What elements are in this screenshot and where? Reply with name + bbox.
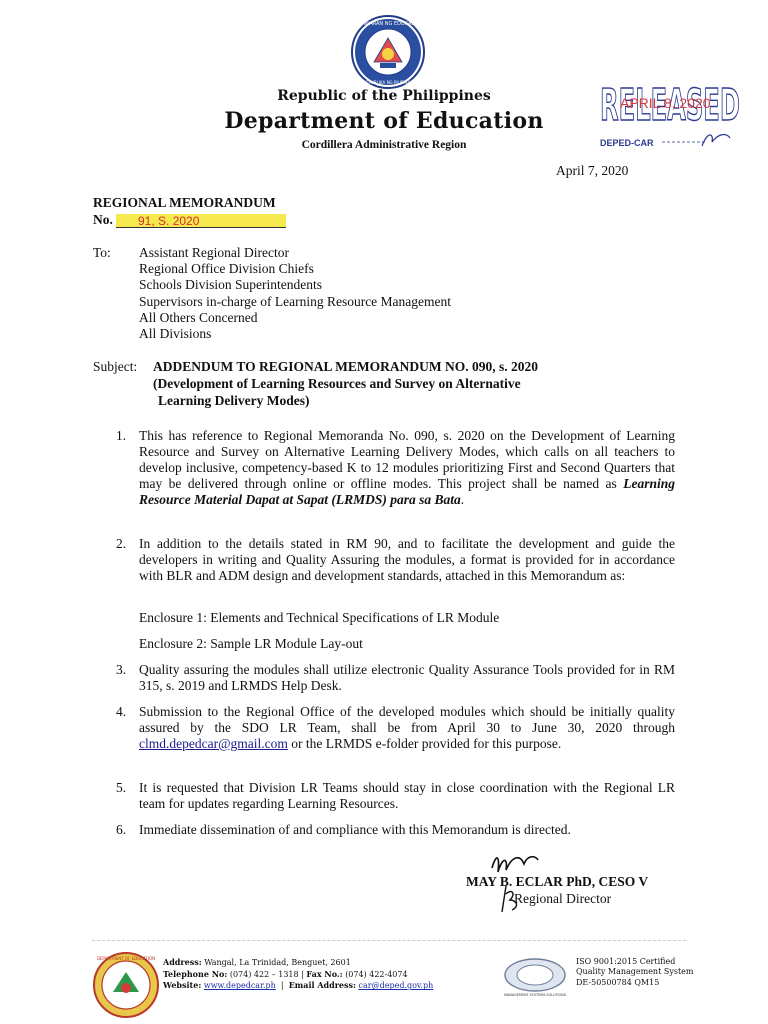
iso-line-3: DE-50500784 QM15 [576,977,660,987]
item-number: 2. [116,536,127,551]
phone-label: Telephone No: [163,968,228,979]
footer-divider [92,940,686,941]
enclosure-1: Enclosure 1: Elements and Technical Specifications of LR Module [139,610,500,625]
recipient-list [139,245,451,342]
item-1-body: This has reference to Regional Memoranda No. 090, s. 2020 on the Development of Learning Resource and Survey on Alternative Learning Delivery Modes, which calls on all teachers to develop inclusive, competency-based K to 12 modules prioritizing First and Second Quarters that may be delivered through online or offline modes. This project shall be named as [139,428,675,491]
memo-number: 91, S. 2020 [116,214,286,228]
submission-email-link[interactable]: clmd.depedcar@gmail.com [139,736,288,751]
email-link[interactable]: car@deped.gov.ph [358,981,434,991]
to-label: To: [93,245,111,260]
item-1-text [139,428,675,508]
item-number: 1. [116,428,127,443]
fax-value: (074) 422-4074 [345,969,408,979]
region-logo [93,952,159,1018]
region-heading: Cordillera Administrative Region [301,139,467,151]
address-value: Wangal, La Trinidad, Benguet, 2601 [204,958,351,967]
subject-label: Subject: [93,359,138,374]
item-number: 4. [116,704,127,719]
subject-line-1: ADDENDUM TO REGIONAL MEMORANDUM NO. 090, s. 2020 [153,359,539,374]
enclosure-2: Enclosure 2: Sample LR Module Lay-out [139,636,363,651]
iso-certification-logo [500,955,570,999]
email-label: Email Address: [288,980,356,991]
recipient: Schools Division Superintendents [139,277,322,293]
item-4-text [139,704,675,752]
website-link[interactable]: www.depedcar.ph [203,981,276,991]
subject-line-2: (Development of Learning Resources and Survey on Alternative [153,376,521,391]
item-3-text: Quality assuring the modules shall utilize electronic Quality Assurance Tools provided for in RM 315, s. 2019 and LRMDS Help Desk. [139,662,675,693]
recipient: Assistant Regional Director [139,245,289,260]
region-logo-text: DEPARTMENT OF EDUCATION [96,956,156,961]
stamp-word: RELEASED [600,80,740,131]
website-label: Website: [163,980,202,991]
iso-line-2: Quality Management System [576,967,694,977]
item-4-body-b: or the LRMDS e-folder provided for this purpose. [291,736,562,751]
item-number: 3. [116,662,127,677]
subject-line-3: Learning Delivery Modes) [158,393,310,408]
memo-no-label: No. [93,212,113,227]
footer-contact: Address: Wangal, La Trinidad, Benguet, 2601 Telephone No: (074) 422 – 1318 | Fax No.: (074) 422-4074 Website: www.depedcar.ph | Email Address: car@deped.gov.ph [163,957,434,991]
released-stamp [598,62,742,152]
signatory-name: MAY B. ECLAR PhD, CESO V [466,874,649,889]
item-number: 6. [116,822,127,837]
seal-bottom-text: REPUBLIKA NG PILIPINAS [363,80,413,85]
iso-certification-text [576,957,693,988]
stamp-date: APRIL 8, 2020 [620,95,711,111]
item-5-text: It is requested that Division LR Teams should stay in close coordination with the Regional LR team for updates regarding Learning Resources. [139,780,675,811]
seal-text: KAGAWARAN NG EDUKASYON [351,21,425,27]
iso-logo-text: MANAGEMENT SYSTEMS SOLUTIONS [504,993,566,997]
memo-type: REGIONAL MEMORANDUM [93,195,276,210]
recipient: All Divisions [139,325,212,341]
iso-line-1: ISO 9001:2015 Certified [576,957,676,966]
fax-label: Fax No.: [306,968,343,979]
recipient: Regional Office Division Chiefs [139,261,314,277]
department-heading: Department of Education [224,108,544,134]
item-number: 5. [116,780,127,795]
address-label: Address: [163,957,202,967]
memo-date: April 7, 2020 [556,163,629,178]
phone-value: (074) 422 – 1318 [229,969,299,979]
recipient: Supervisors in-charge of Learning Resource Management [139,293,452,309]
republic-heading: Republic of the Philippines [277,88,491,104]
project-name: Learning Resource Material Dapat at Sapat (LRMDS) para sa Bata [139,476,676,507]
item-6-text: Immediate dissemination of and compliance with this Memorandum is directed. [139,822,571,837]
item-2-text: In addition to the details stated in RM 90, and to facilitate the development and guide the developers in writing and Quality Assuring the modules, a format is provided for in accordance with BLR and ADM design and development standards, attached in this Memorandum as: [139,536,675,583]
recipient: All Others Concerned [139,309,258,325]
stamp-office: DEPED-CAR [600,138,654,148]
item-1-end: . [460,492,465,507]
deped-seal-logo [350,14,426,90]
item-4-body-a: Submission to the Regional Office of the developed modules which should be initially quality assured by the SDO LR Team, shall be from April 30 to June 30, 2020 through [139,704,675,735]
signatory-title: Regional Director [514,891,612,906]
